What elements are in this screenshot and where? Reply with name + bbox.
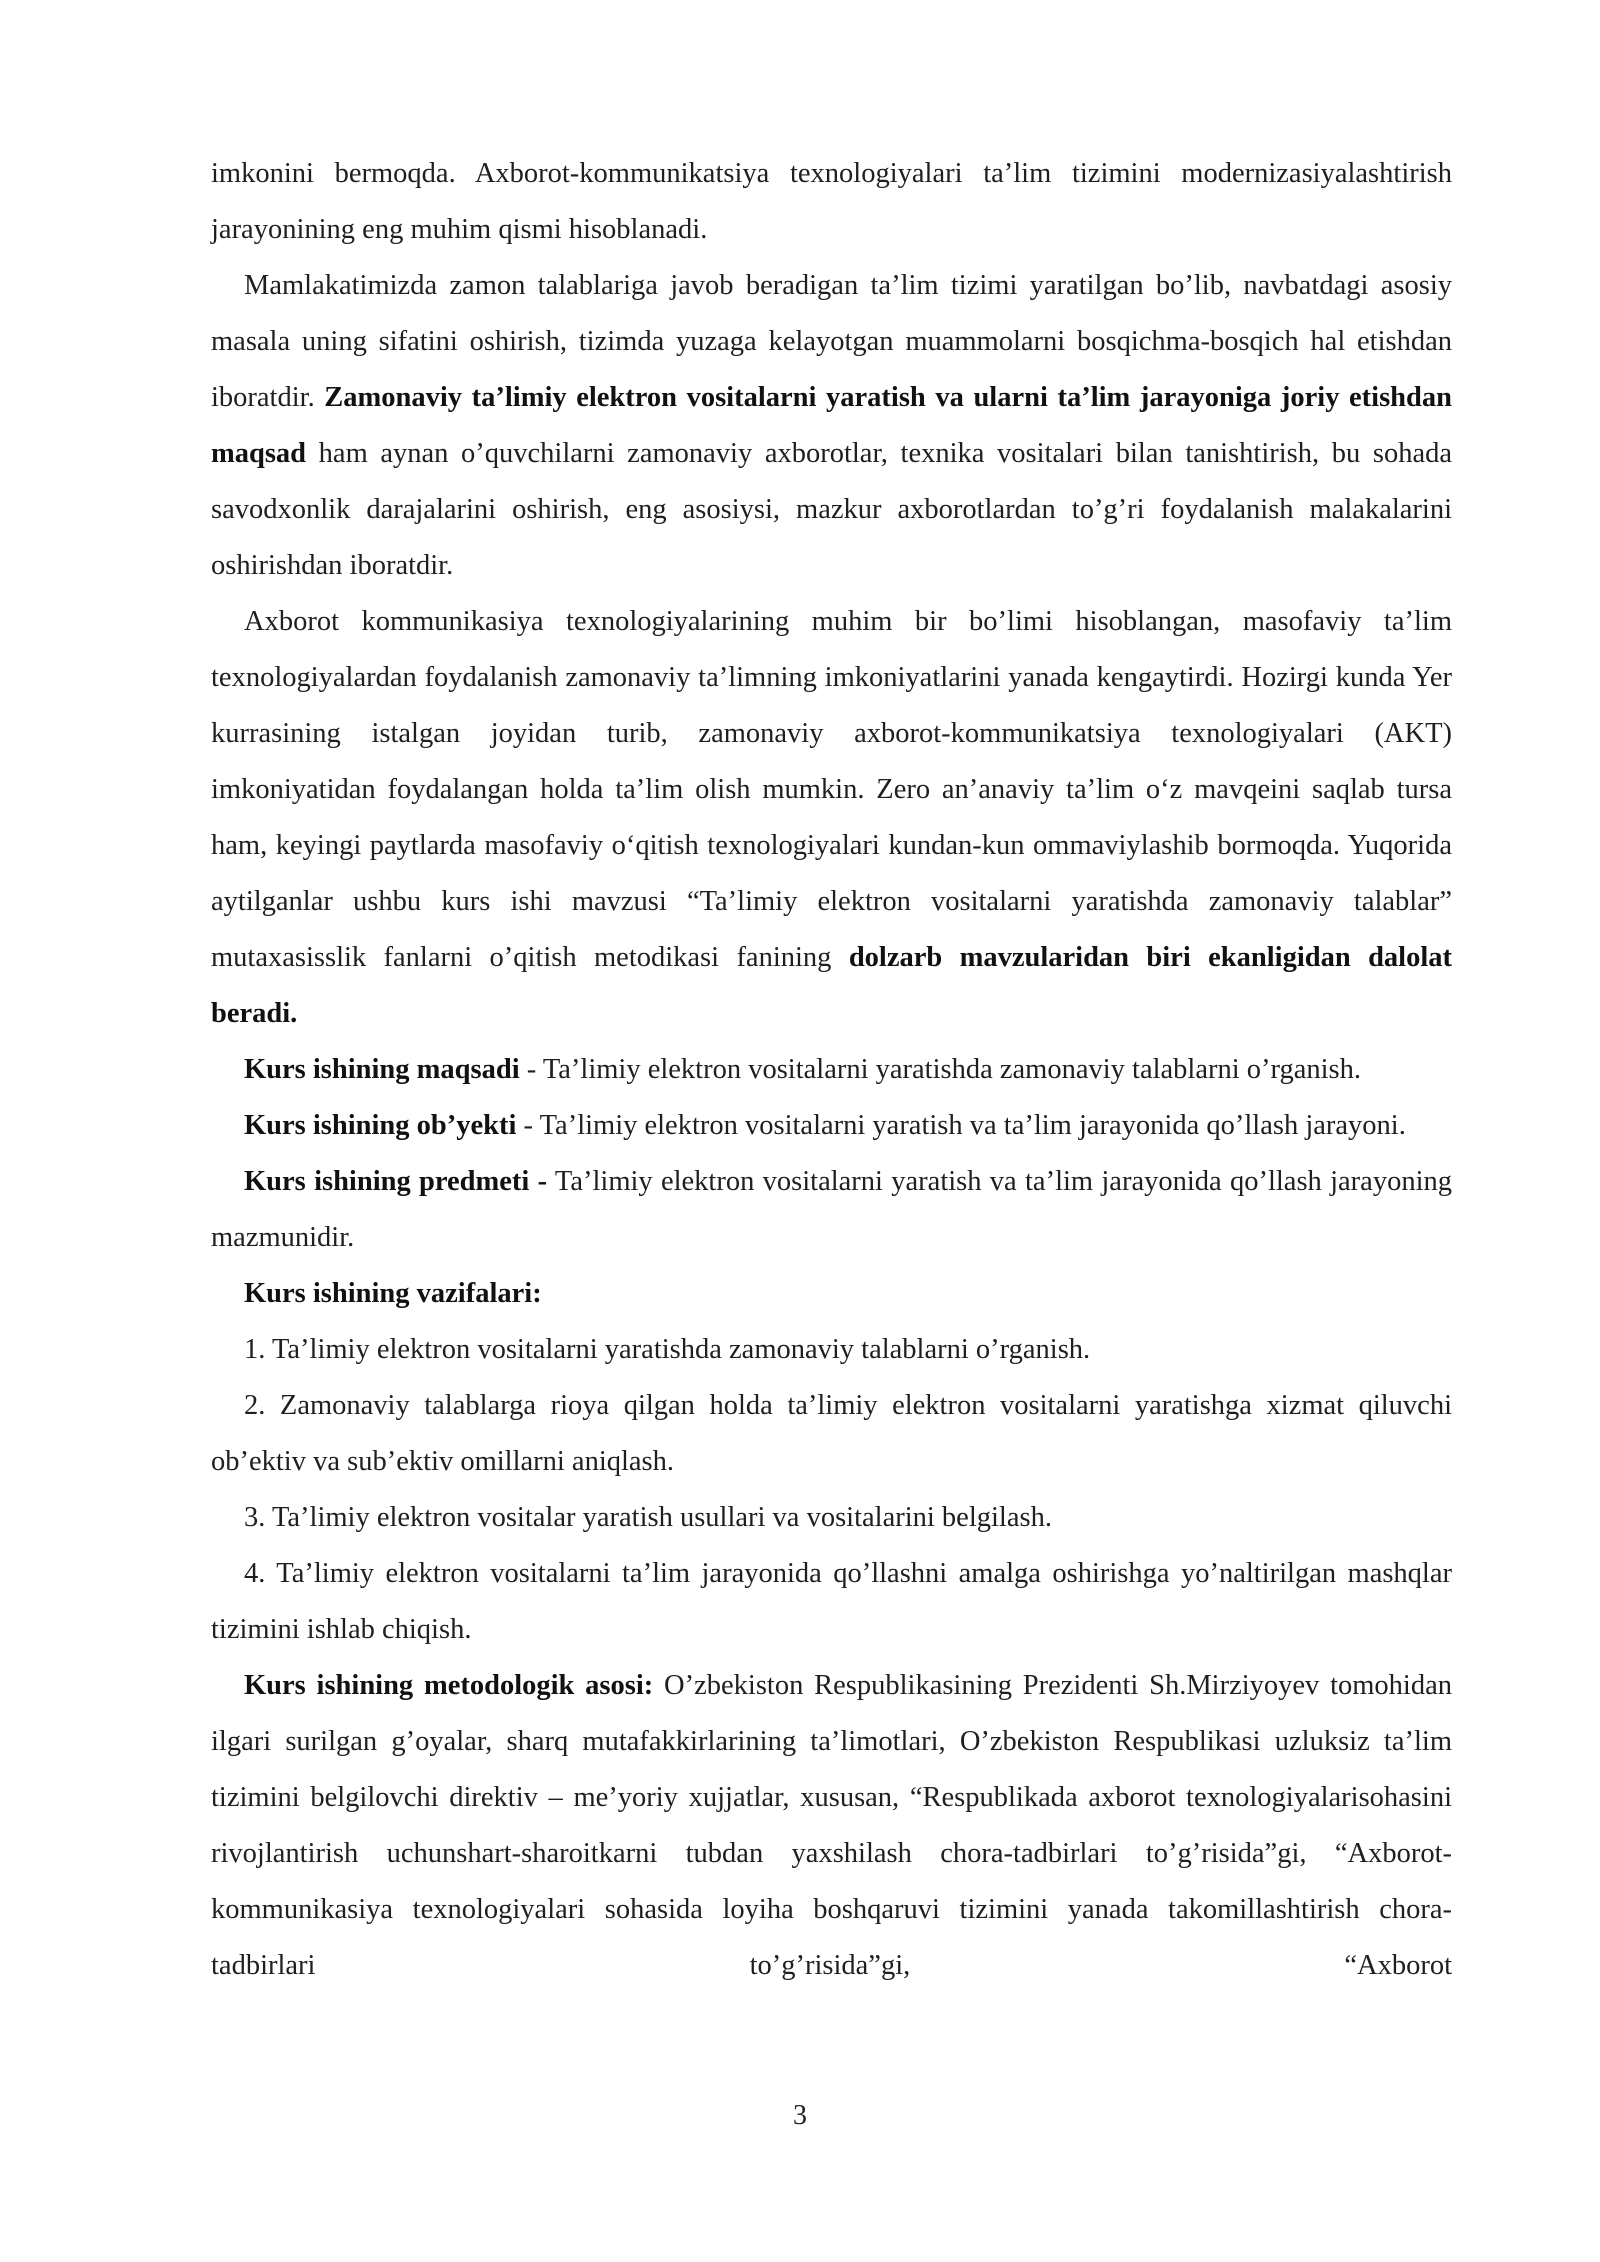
bold-phrase: dolzarb mavzularidan biri ekanligidan dalolat beradi. [211, 942, 1452, 1029]
section-label: Kurs ishining vazifalari: [244, 1278, 542, 1309]
section-label: Kurs ishining predmeti - [244, 1166, 548, 1197]
task-item-1: 1. Ta’limiy elektron vositalarni yaratishda zamonaviy talablarni o’rganish. [244, 1334, 1091, 1365]
paragraph-text: ham aynan o’quvchilarni zamonaviy axborotlar, texnika vositalari bilan tanishtirish, bu sohada savodxonlik darajalarini oshirish, eng asosiysi, mazkur axborotlardan to’g’ri foydalanish malakalarini oshirishdan iboratdir. [211, 438, 1452, 581]
task-item-2: 2. Zamonaviy talablarga rioya qilgan holda ta’limiy elektron vositalarni yaratishga xizmat qiluvchi ob’ektiv va sub’ektiv omillarni aniqlash. [211, 1390, 1452, 1477]
page-number: 3 [793, 2100, 807, 2131]
paragraph-modernization [211, 258, 1452, 594]
paragraph-object [211, 1098, 1452, 1154]
paragraph-text: Axborot kommunikasiya texnologiyalarining muhim bir bo’limi hisoblangan, masofaviy ta’lim texnologiyalardan foydalanish zamonaviy ta’limning imkoniyatlarini yanada kengaytirdi. Hozirgi kunda Yer kurrasining istalgan joyidan turib, zamonaviy axborot-kommunikatsiya texnologiyalari (AKT) imkoniyatidan foydalangan holda ta’lim olish mumkin. Zero an’anaviy ta’lim o‘z mavqeini saqlab tursa ham, keyingi paytlarda masofaviy o‘qitish texnologiyalari kundan-kun ommaviylashib bormoqda. Yuqorida aytilganlar ushbu kurs ishi mavzusi “Ta’limiy elektron vositalarni yaratishda zamonaviy talablar” mutaxasisslik fanlarni o’qitish metodikasi fanining [211, 606, 1452, 973]
paragraph-subject [211, 1154, 1452, 1266]
paragraph-methodology [211, 1658, 1452, 1994]
paragraph-goal [211, 1042, 1452, 1098]
section-label: Kurs ishining metodologik asosi: [244, 1670, 654, 1701]
paragraph-intro: imkonini bermoqda. Axborot-kommunikatsiya texnologiyalari ta’lim tizimini modernizasiyalashtirish jarayonining eng muhim qismi hisoblanadi. [211, 158, 1452, 245]
paragraph-tasks-heading [211, 1266, 1452, 1322]
paragraph-text: O’zbekiston Respublikasining Prezidenti Sh.Mirziyoyev tomohidan ilgari surilgan g’oyalar, sharq mutafakkirlarining ta’limotlari, O’zbekiston Respublikasi uzluksiz ta’lim tizimini belgilovchi direktiv – me’yoriy xujjatlar, xususan, “Respublikada axborot texnologiyalarisohasini rivojlantirish uchunshart-sharoitkarni tubdan yaxshilash chora-tadbirlari to’g’risida”gi, “Axborot-kommunikasiya texnologiyalari sohasida loyiha boshqaruvi tizimini yanada takomillashtirish chora-tadbirlari to’g’risida”gi, “Axborot [211, 1670, 1452, 1981]
paragraph-text: - Ta’limiy elektron vositalarni yaratishda zamonaviy talablarni o’rganish. [519, 1054, 1362, 1085]
paragraph-text: Ta’limiy elektron vositalarni yaratish va ta’lim jarayonida qo’llash jarayoning mazmunidir. [211, 1166, 1452, 1253]
section-label: Kurs ishining ob’yekti [244, 1110, 517, 1141]
bold-phrase: Zamonaviy ta’limiy elektron vositalarni yaratish va ularni ta’lim jarayoniga joriy etishdan maqsad [211, 382, 1452, 469]
section-label: Kurs ishining maqsadi [244, 1054, 520, 1085]
paragraph-text: Mamlakatimizda zamon talablariga javob beradigan ta’lim tizimi yaratilgan bo’lib, navbatdagi asosiy masala uning sifatini oshirish, tizimda yuzaga kelayotgan muammolarni bosqichma-bosqich hal etishdan iboratdir. [211, 270, 1452, 413]
paragraph-distance-learning [211, 594, 1452, 1042]
document-body [211, 146, 1452, 1994]
paragraph-text: - Ta’limiy elektron vositalarni yaratish va ta’lim jarayonida qo’llash jarayoni. [516, 1110, 1406, 1141]
task-item-4: 4. Ta’limiy elektron vositalarni ta’lim jarayonida qo’llashni amalga oshirishga yo’naltirilgan mashqlar tizimini ishlab chiqish. [211, 1558, 1452, 1645]
task-item-3: 3. Ta’limiy elektron vositalar yaratish usullari va vositalarini belgilash. [244, 1502, 1052, 1533]
